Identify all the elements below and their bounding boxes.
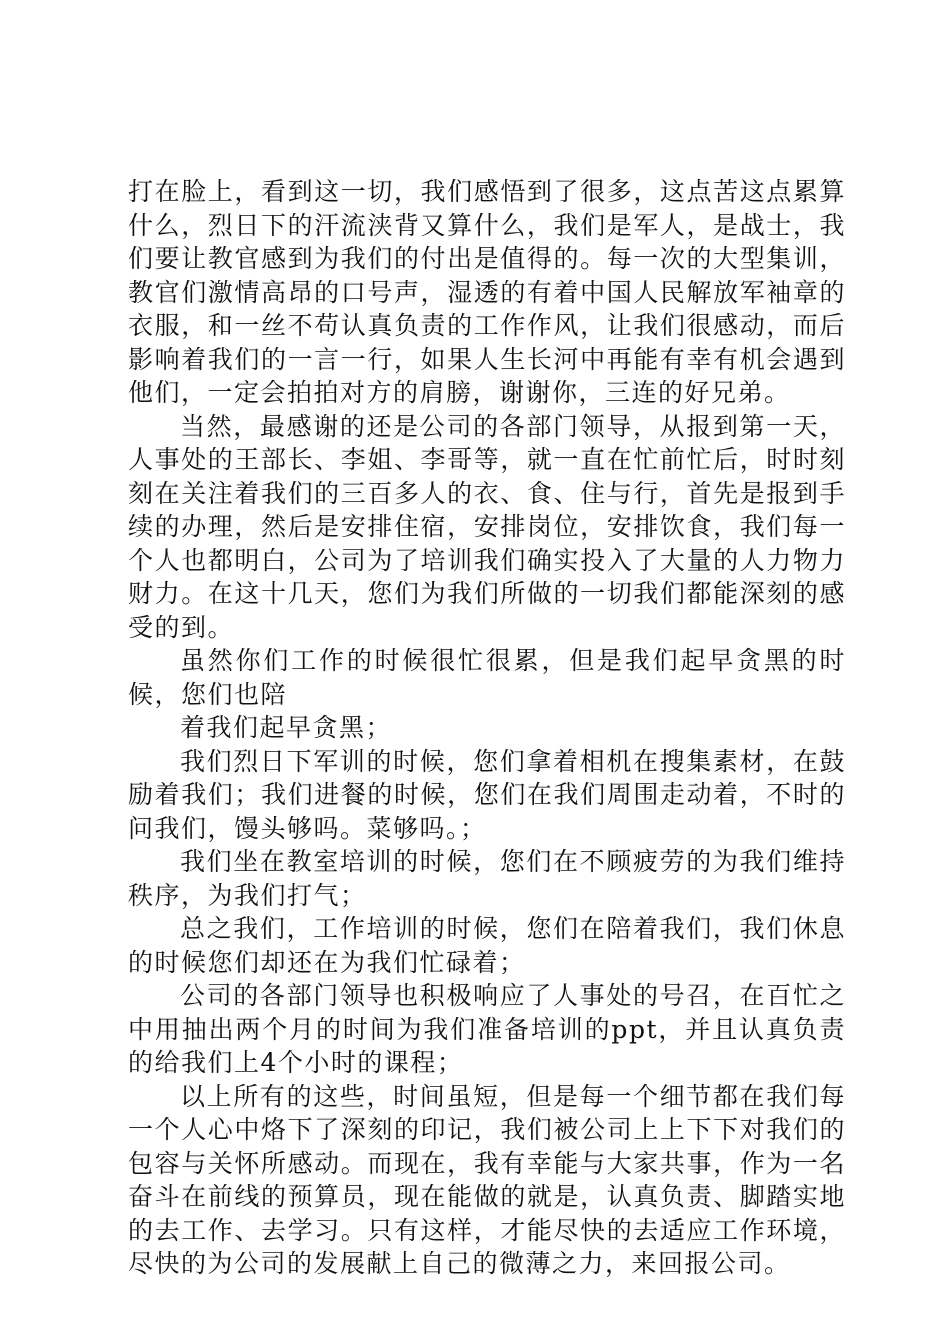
paragraph-3: 虽然你们工作的时候很忙很累，但是我们起早贪黑的时候，您们也陪 xyxy=(128,646,846,709)
paragraph-7: 总之我们，工作培训的时候，您们在陪着我们，我们休息的时候您们却还在为我们忙碌着； xyxy=(128,914,846,977)
paragraph-4: 着我们起早贪黑； xyxy=(180,713,393,742)
paragraph-2: 当然，最感谢的还是公司的各部门领导，从报到第一天，人事处的王部长、李姐、李哥等，就一直在忙前忙后，时时刻刻在关注着我们的三百多人的衣、食、住与行，首先是报到手续的办理，然后是安排住宿，安排岗位，安排饮食，我们每一个人也都明白，公司为了培训我们确实投入了大量的人力物力财力。在这十几天，您们为我们所做的一切我们都能深刻的感受的到。 xyxy=(128,411,846,642)
paragraph-8: 公司的各部门领导也积极响应了人事处的号召，在百忙之中用抽出两个月的时间为我们准备培训的ppt，并且认真负责的给我们上4个小时的课程； xyxy=(128,981,846,1077)
paragraph-1: 打在脸上，看到这一切，我们感悟到了很多，这点苦这点累算什么，烈日下的汗流浃背又算什么，我们是军人，是战士，我们要让教官感到为我们的付出是值得的。每一次的大型集训，教官们激情高昂的口号声，湿透的有着中国人民解放军袖章的衣服，和一丝不苟认真负责的工作作风，让我们很感动，而后影响着我们的一言一行，如果人生长河中再能有幸有机会遇到他们，一定会拍拍对方的肩膀，谢谢你，三连的好兄弟。 xyxy=(128,177,846,407)
paragraph-5: 我们烈日下军训的时候，您们拿着相机在搜集素材，在鼓励着我们；我们进餐的时候，您们在我们周围走动着，不时的问我们，馒头够吗。菜够吗。； xyxy=(128,746,846,843)
paragraph-9: 以上所有的这些，时间虽短，但是每一个细节都在我们每一个人心中烙下了深刻的印记，我们被公司上上下下对我们的包容与关怀所感动。而现在，我有幸能与大家共事，作为一名奋斗在前线的预算员，现在能做的就是，认真负责、脚踏实地的去工作、去学习。只有这样，才能尽快的去适应工作环境，尽快的为公司的发展献上自己的微薄之力，来回报公司。 xyxy=(128,1081,846,1278)
document-body xyxy=(128,175,846,1281)
paragraph-6: 我们坐在教室培训的时候，您们在不顾疲劳的为我们维持秩序，为我们打气； xyxy=(128,847,846,910)
